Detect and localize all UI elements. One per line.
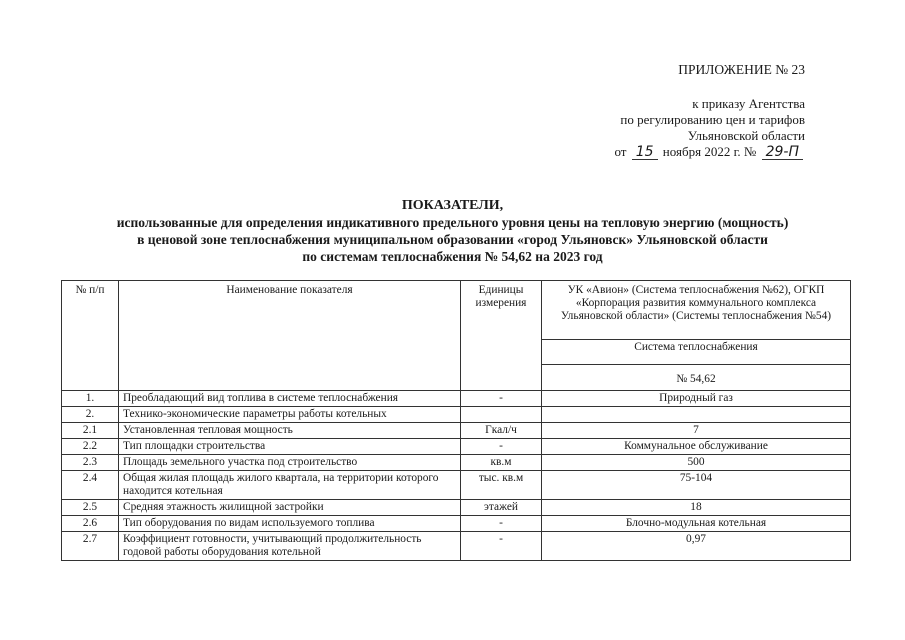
date-rest: ноября 2022 г. № bbox=[662, 144, 757, 159]
row-unit: кв.м bbox=[461, 455, 542, 471]
row-value: Блочно-модульная котельная bbox=[542, 516, 851, 532]
row-name: Коэффициент готовности, учитывающий продолжительность годовой работы оборудования котельной bbox=[119, 532, 461, 561]
row-num: 2.6 bbox=[62, 516, 119, 532]
header-org: УК «Авион» (Система теплоснабжения №62), ОГКП «Корпорация развития коммунального комплекса Ульяновской области» (Системы теплоснабжения №54) bbox=[542, 281, 851, 340]
title-line-2: использованные для определения индикативного предельного уровня цены на тепловую энергию (мощность) bbox=[116, 215, 789, 230]
row-unit: - bbox=[461, 391, 542, 407]
row-unit: тыс. кв.м bbox=[461, 471, 542, 500]
row-name: Тип оборудования по видам используемого топлива bbox=[119, 516, 461, 532]
row-name: Технико-экономические параметры работы котельных bbox=[119, 407, 461, 423]
table-row bbox=[62, 407, 851, 423]
row-name: Площадь земельного участка под строительство bbox=[119, 455, 461, 471]
row-num: 2.2 bbox=[62, 439, 119, 455]
table-row bbox=[62, 500, 851, 516]
row-num: 2.7 bbox=[62, 532, 119, 561]
header-name: Наименование показателя bbox=[119, 281, 461, 391]
title-line-4: по системам теплоснабжения № 54,62 на 2023 год bbox=[302, 249, 603, 264]
order-date-line bbox=[614, 144, 805, 160]
date-prefix: от bbox=[614, 144, 627, 159]
title-line-1: ПОКАЗАТЕЛИ, bbox=[401, 198, 504, 213]
row-unit bbox=[461, 407, 542, 423]
row-num: 2.1 bbox=[62, 423, 119, 439]
header-system-num: № 54,62 bbox=[542, 365, 851, 391]
appendix-header bbox=[614, 62, 805, 160]
row-value: Природный газ bbox=[542, 391, 851, 407]
indicators-table bbox=[61, 280, 851, 561]
header-system: Система теплоснабжения bbox=[542, 340, 851, 365]
row-unit: Гкал/ч bbox=[461, 423, 542, 439]
row-value bbox=[542, 407, 851, 423]
table-row bbox=[62, 423, 851, 439]
row-name: Установленная тепловая мощность bbox=[119, 423, 461, 439]
table-row bbox=[62, 516, 851, 532]
table-header-row bbox=[62, 281, 851, 340]
table-row bbox=[62, 439, 851, 455]
table-row bbox=[62, 455, 851, 471]
row-num: 2.5 bbox=[62, 500, 119, 516]
row-unit: этажей bbox=[461, 500, 542, 516]
table-row bbox=[62, 532, 851, 561]
row-num: 1. bbox=[62, 391, 119, 407]
row-name: Тип площадки строительства bbox=[119, 439, 461, 455]
row-value: 0,97 bbox=[542, 532, 851, 561]
row-num: 2.4 bbox=[62, 471, 119, 500]
header-unit: Единицы измерения bbox=[461, 281, 542, 391]
order-line-3: Ульяновской области bbox=[687, 128, 805, 143]
header-num: № п/п bbox=[62, 281, 119, 391]
document-title bbox=[60, 197, 845, 265]
table-row bbox=[62, 471, 851, 500]
appendix-title: ПРИЛОЖЕНИЕ № 23 bbox=[678, 62, 805, 77]
order-number-handwritten: 29-П bbox=[762, 145, 803, 160]
title-line-3: в ценовой зоне теплоснабжения муниципальном образовании «город Ульяновск» Ульяновской области bbox=[137, 232, 768, 247]
row-value: 18 bbox=[542, 500, 851, 516]
row-value: Коммунальное обслуживание bbox=[542, 439, 851, 455]
row-unit: - bbox=[461, 532, 542, 561]
row-num: 2. bbox=[62, 407, 119, 423]
row-unit: - bbox=[461, 516, 542, 532]
table-row bbox=[62, 391, 851, 407]
row-value: 75-104 bbox=[542, 471, 851, 500]
row-name: Средняя этажность жилищной застройки bbox=[119, 500, 461, 516]
order-line-2: по регулированию цен и тарифов bbox=[620, 112, 805, 127]
date-day-handwritten: 15 bbox=[632, 145, 658, 160]
row-value: 7 bbox=[542, 423, 851, 439]
row-unit: - bbox=[461, 439, 542, 455]
row-name: Преобладающий вид топлива в системе теплоснабжения bbox=[119, 391, 461, 407]
row-value: 500 bbox=[542, 455, 851, 471]
row-num: 2.3 bbox=[62, 455, 119, 471]
row-name: Общая жилая площадь жилого квартала, на территории которого находится котельная bbox=[119, 471, 461, 500]
order-line-1: к приказу Агентства bbox=[692, 96, 805, 111]
